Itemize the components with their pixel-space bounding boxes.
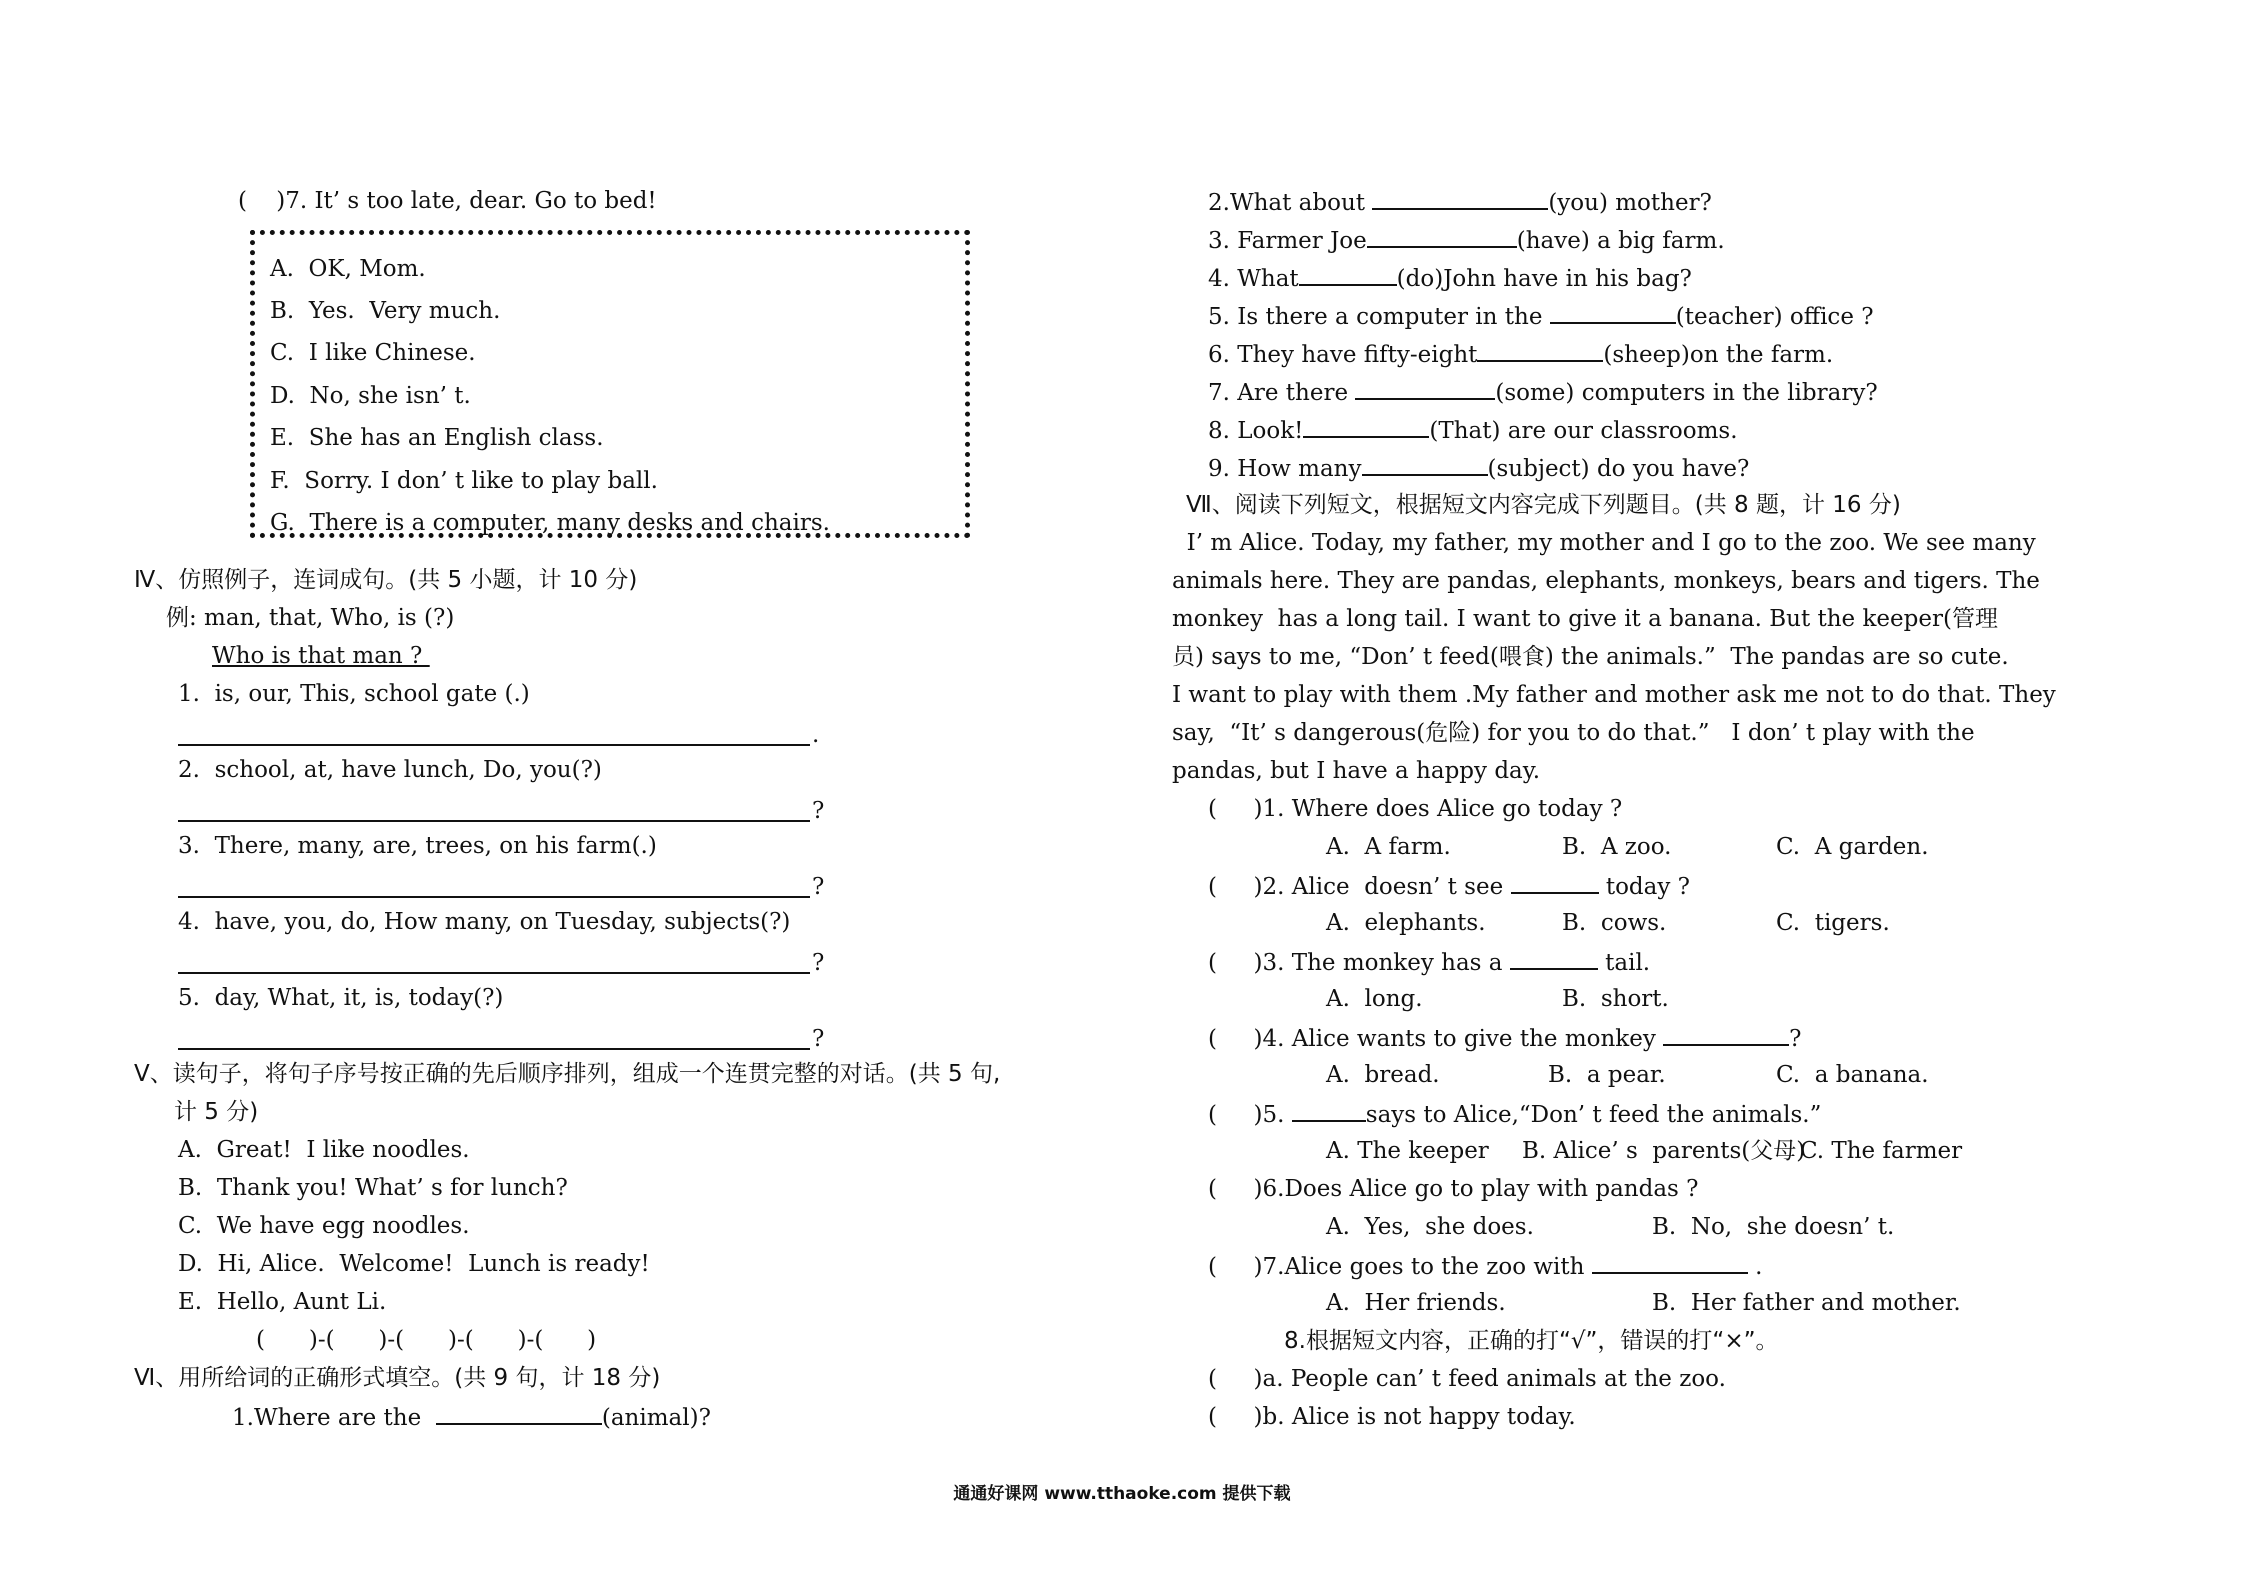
- section4-heading: Ⅳ、仿照例子，连词成句。(共 5 小题，计 10 分): [134, 567, 638, 593]
- fill-8-blank[interactable]: [1303, 414, 1429, 438]
- fill-9: [1208, 452, 1749, 484]
- option-c: C. I like Chinese.: [270, 340, 476, 366]
- fill-8-a: 8. Look!: [1208, 418, 1304, 444]
- s4-answer-line-4[interactable]: [178, 972, 810, 974]
- fill-6-b: (sheep)on the farm.: [1603, 342, 1834, 368]
- fill-4-b: (do)John have in his bag?: [1396, 266, 1692, 292]
- fill-9-b: (subject) do you have?: [1487, 456, 1750, 482]
- r-q5-a: ( )5.: [1208, 1102, 1292, 1128]
- s4-item-3: 3. There, many, are, trees, on his farm(.): [178, 833, 657, 859]
- s5-item-b: B. Thank you! What’ s for lunch?: [178, 1175, 568, 1201]
- r-q2: [1208, 870, 1690, 902]
- fill-4-blank[interactable]: [1299, 262, 1397, 286]
- passage-line-5: I want to play with them .My father and mother ask me not to do that. They: [1172, 682, 2056, 708]
- fill-9-a: 9. How many: [1208, 456, 1362, 482]
- r-q7: [1208, 1250, 1762, 1282]
- fill-7-blank[interactable]: [1355, 376, 1495, 400]
- section5-heading-2: 计 5 分): [174, 1099, 259, 1125]
- s4-item-5: 5. day, What, it, is, today(?): [178, 985, 504, 1011]
- s5-item-d: D. Hi, Alice. Welcome! Lunch is ready!: [178, 1251, 650, 1277]
- fill-4-a: 4. What: [1208, 266, 1299, 292]
- s4-end-5: ?: [812, 1026, 825, 1052]
- r-q1: ( )1. Where does Alice go today ?: [1208, 796, 1623, 822]
- s4-end-3: ?: [812, 874, 825, 900]
- s4-answer-line-2[interactable]: [178, 820, 810, 822]
- r-q7-a: ( )7.Alice goes to the zoo with: [1208, 1254, 1592, 1280]
- fill-2: [1208, 186, 1712, 218]
- passage-line-4: 员) says to me, “Don’ t feed(喂食) the animals.” The pandas are so cute.: [1172, 644, 2009, 670]
- option-e: E. She has an English class.: [270, 425, 604, 451]
- option-f: F. Sorry. I don’ t like to play ball.: [270, 468, 658, 494]
- question-7: ( )7. It’ s too late, dear. Go to bed!: [238, 188, 657, 214]
- s4-end-4: ?: [812, 950, 825, 976]
- r-q6: ( )6.Does Alice go to play with pandas ?: [1208, 1176, 1699, 1202]
- r-q8a: ( )a. People can’ t feed animals at the zoo.: [1208, 1366, 1726, 1392]
- r-q6-opt-b[interactable]: B. No, she doesn’ t.: [1652, 1214, 1895, 1240]
- s5-item-e: E. Hello, Aunt Li.: [178, 1289, 387, 1315]
- fill-4: [1208, 262, 1692, 294]
- r-q4-opt-c[interactable]: C. a banana.: [1776, 1062, 1929, 1088]
- s4-end-1: .: [812, 722, 820, 748]
- passage-line-1: I’ m Alice. Today, my father, my mother and I go to the zoo. We see many: [1172, 530, 2036, 556]
- s6-item-1: [232, 1401, 711, 1433]
- r-q5-opt-b[interactable]: B. Alice’ s parents(父母): [1522, 1138, 1806, 1164]
- r-q6-opt-a[interactable]: A. Yes, she does.: [1326, 1214, 1534, 1240]
- section4-example: 例: man, that, Who, is (?): [166, 605, 455, 631]
- r-q2-opt-c[interactable]: C. tigers.: [1776, 910, 1890, 936]
- footer-credit: 通通好课网 www.tthaoke.com 提供下载: [953, 1484, 1291, 1504]
- s4-answer-line-3[interactable]: [178, 896, 810, 898]
- r-q2-opt-a[interactable]: A. elephants.: [1326, 910, 1486, 936]
- r-q2-blank[interactable]: [1511, 870, 1599, 894]
- r-q3-opt-a[interactable]: A. long.: [1326, 986, 1423, 1012]
- section4-example-answer: Who is that man ?: [212, 643, 430, 669]
- s4-item-2: 2. school, at, have lunch, Do, you(?): [178, 757, 602, 783]
- s5-order[interactable]: ( )-( )-( )-( )-( ): [256, 1327, 597, 1353]
- r-q5-blank[interactable]: [1292, 1098, 1366, 1122]
- r-q5-opt-a[interactable]: A. The keeper: [1326, 1138, 1489, 1164]
- r-q3-opt-b[interactable]: B. short.: [1562, 986, 1669, 1012]
- r-q1-opt-c[interactable]: C. A garden.: [1776, 834, 1929, 860]
- fill-3: [1208, 224, 1725, 256]
- r-q3-blank[interactable]: [1510, 946, 1598, 970]
- r-q7-opt-a[interactable]: A. Her friends.: [1326, 1290, 1506, 1316]
- option-d: D. No, she isn’ t.: [270, 383, 471, 409]
- fill-6-blank[interactable]: [1477, 338, 1603, 362]
- fill-2-blank[interactable]: [1372, 186, 1548, 210]
- r-q1-opt-b[interactable]: B. A zoo.: [1562, 834, 1672, 860]
- r-q2-a: ( )2. Alice doesn’ t see: [1208, 874, 1511, 900]
- fill-7-a: 7. Are there: [1208, 380, 1356, 406]
- fill-7-b: (some) computers in the library?: [1495, 380, 1878, 406]
- section6-heading: Ⅵ、用所给词的正确形式填空。(共 9 句，计 18 分): [134, 1365, 661, 1391]
- fill-5-b: (teacher) office ?: [1675, 304, 1874, 330]
- option-g: G. There is a computer, many desks and chairs.: [270, 510, 830, 536]
- s4-item-4: 4. have, you, do, How many, on Tuesday, subjects(?): [178, 909, 791, 935]
- fill-6-a: 6. They have fifty-eight: [1208, 342, 1478, 368]
- s4-item-1: 1. is, our, This, school gate (.): [178, 681, 530, 707]
- r-q4: [1208, 1022, 1802, 1054]
- s4-answer-line-1[interactable]: [178, 744, 810, 746]
- r-q3: [1208, 946, 1650, 978]
- r-q7-opt-b[interactable]: B. Her father and mother.: [1652, 1290, 1961, 1316]
- passage-line-7: pandas, but I have a happy day.: [1172, 758, 1541, 784]
- passage-line-2: animals here. They are pandas, elephants, monkeys, bears and tigers. The: [1172, 568, 2040, 594]
- fill-8-b: (That) are our classrooms.: [1429, 418, 1738, 444]
- r-q3-a: ( )3. The monkey has a: [1208, 950, 1510, 976]
- fill-5-blank[interactable]: [1550, 300, 1676, 324]
- r-q1-opt-a[interactable]: A. A farm.: [1326, 834, 1451, 860]
- r-q2-b: today ?: [1598, 874, 1690, 900]
- r-q3-b: tail.: [1597, 950, 1651, 976]
- s6-blank-1[interactable]: [436, 1401, 602, 1425]
- passage-line-6: say, “It’ s dangerous(危险) for you to do that.” I don’ t play with the: [1172, 720, 1975, 746]
- r-q4-opt-a[interactable]: A. bread.: [1326, 1062, 1440, 1088]
- r-q8: 8.根据短文内容，正确的打“√”，错误的打“×”。: [1284, 1328, 1779, 1354]
- r-q7-b: .: [1747, 1254, 1763, 1280]
- fill-9-blank[interactable]: [1362, 452, 1488, 476]
- fill-6: [1208, 338, 1833, 370]
- fill-2-b: (you) mother?: [1548, 190, 1712, 216]
- fill-3-b: (have) a big farm.: [1516, 228, 1725, 254]
- section5-heading: Ⅴ、读句子，将句子序号按正确的先后顺序排列，组成一个连贯完整的对话。(共 5 句,: [134, 1061, 1001, 1087]
- fill-5: [1208, 300, 1874, 332]
- fill-5-a: 5. Is there a computer in the: [1208, 304, 1550, 330]
- s4-answer-line-5[interactable]: [178, 1048, 810, 1050]
- s6-item-1-b: (animal)?: [601, 1405, 711, 1431]
- s5-item-a: A. Great! I like noodles.: [178, 1137, 470, 1163]
- passage-line-3: monkey has a long tail. I want to give it a banana. But the keeper(管理: [1172, 606, 1998, 632]
- r-q5-b: says to Alice,“Don’ t feed the animals.”: [1365, 1102, 1822, 1128]
- fill-3-a: 3. Farmer Joe: [1208, 228, 1367, 254]
- option-a: A. OK, Mom.: [270, 256, 426, 282]
- r-q4-b: ?: [1789, 1026, 1802, 1052]
- fill-2-a: 2.What about: [1208, 190, 1373, 216]
- s5-item-c: C. We have egg noodles.: [178, 1213, 470, 1239]
- r-q8b: ( )b. Alice is not happy today.: [1208, 1404, 1576, 1430]
- r-q5-opt-c[interactable]: C. The farmer: [1800, 1138, 1963, 1164]
- r-q7-blank[interactable]: [1592, 1250, 1748, 1274]
- r-q2-opt-b[interactable]: B. cows.: [1562, 910, 1667, 936]
- fill-8: [1208, 414, 1738, 446]
- s4-end-2: ?: [812, 798, 825, 824]
- r-q4-opt-b[interactable]: B. a pear.: [1548, 1062, 1666, 1088]
- r-q4-a: ( )4. Alice wants to give the monkey: [1208, 1026, 1664, 1052]
- fill-7: [1208, 376, 1878, 408]
- s6-item-1-a: 1.Where are the: [232, 1405, 436, 1431]
- fill-3-blank[interactable]: [1367, 224, 1517, 248]
- r-q4-blank[interactable]: [1663, 1022, 1789, 1046]
- section7-heading: Ⅶ、阅读下列短文，根据短文内容完成下列题目。(共 8 题，计 16 分): [1186, 492, 1901, 518]
- option-b: B. Yes. Very much.: [270, 298, 501, 324]
- r-q5: [1208, 1098, 1821, 1130]
